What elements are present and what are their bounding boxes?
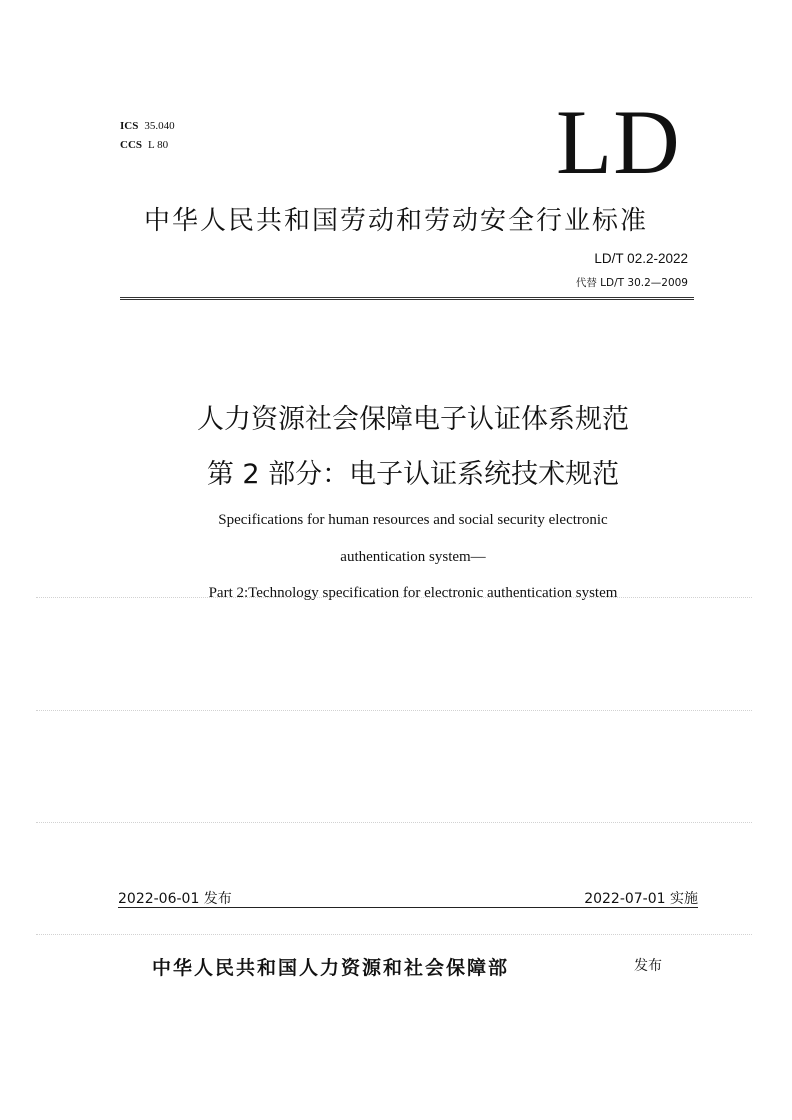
dotted-guide-line (36, 710, 752, 711)
ics-label: ICS (120, 120, 139, 132)
publication-date: 2022-06-01 发布 (118, 891, 232, 907)
header-divider (120, 297, 694, 300)
standard-number: LD/T 02.2-2022 (594, 251, 688, 266)
ccs-classification (120, 139, 168, 151)
issuing-authority: 中华人民共和国人力资源和社会保障部 (152, 957, 510, 979)
title-en-line-1: Specifications for human resources and social security electronic (218, 512, 608, 528)
footer-divider (118, 907, 698, 908)
standard-mark: LD (556, 91, 681, 193)
title-zh-line-2: 第 2 部分：电子认证系统技术规范 (206, 459, 620, 490)
standard-category: 中华人民共和国劳动和劳动安全行业标准 (143, 206, 648, 236)
ccs-code: L 80 (148, 139, 169, 151)
implementation-date: 2022-07-01 实施 (584, 891, 698, 907)
ics-classification (120, 120, 175, 132)
dotted-guide-line (36, 822, 752, 823)
replaces-standard: 代替 LD/T 30.2—2009 (575, 277, 688, 289)
title-en-line-2: authentication system— (340, 549, 486, 565)
dotted-guide-line (36, 934, 752, 935)
ccs-label: CCS (120, 139, 143, 151)
title-zh-line-1: 人力资源社会保障电子认证体系规范 (197, 404, 629, 435)
ics-code: 35.040 (144, 120, 175, 132)
issuing-authority-suffix: 发布 (634, 958, 662, 974)
dotted-guide-line (36, 597, 752, 598)
title-en-line-3: Part 2:Technology specification for electronic authentication system (208, 585, 618, 601)
